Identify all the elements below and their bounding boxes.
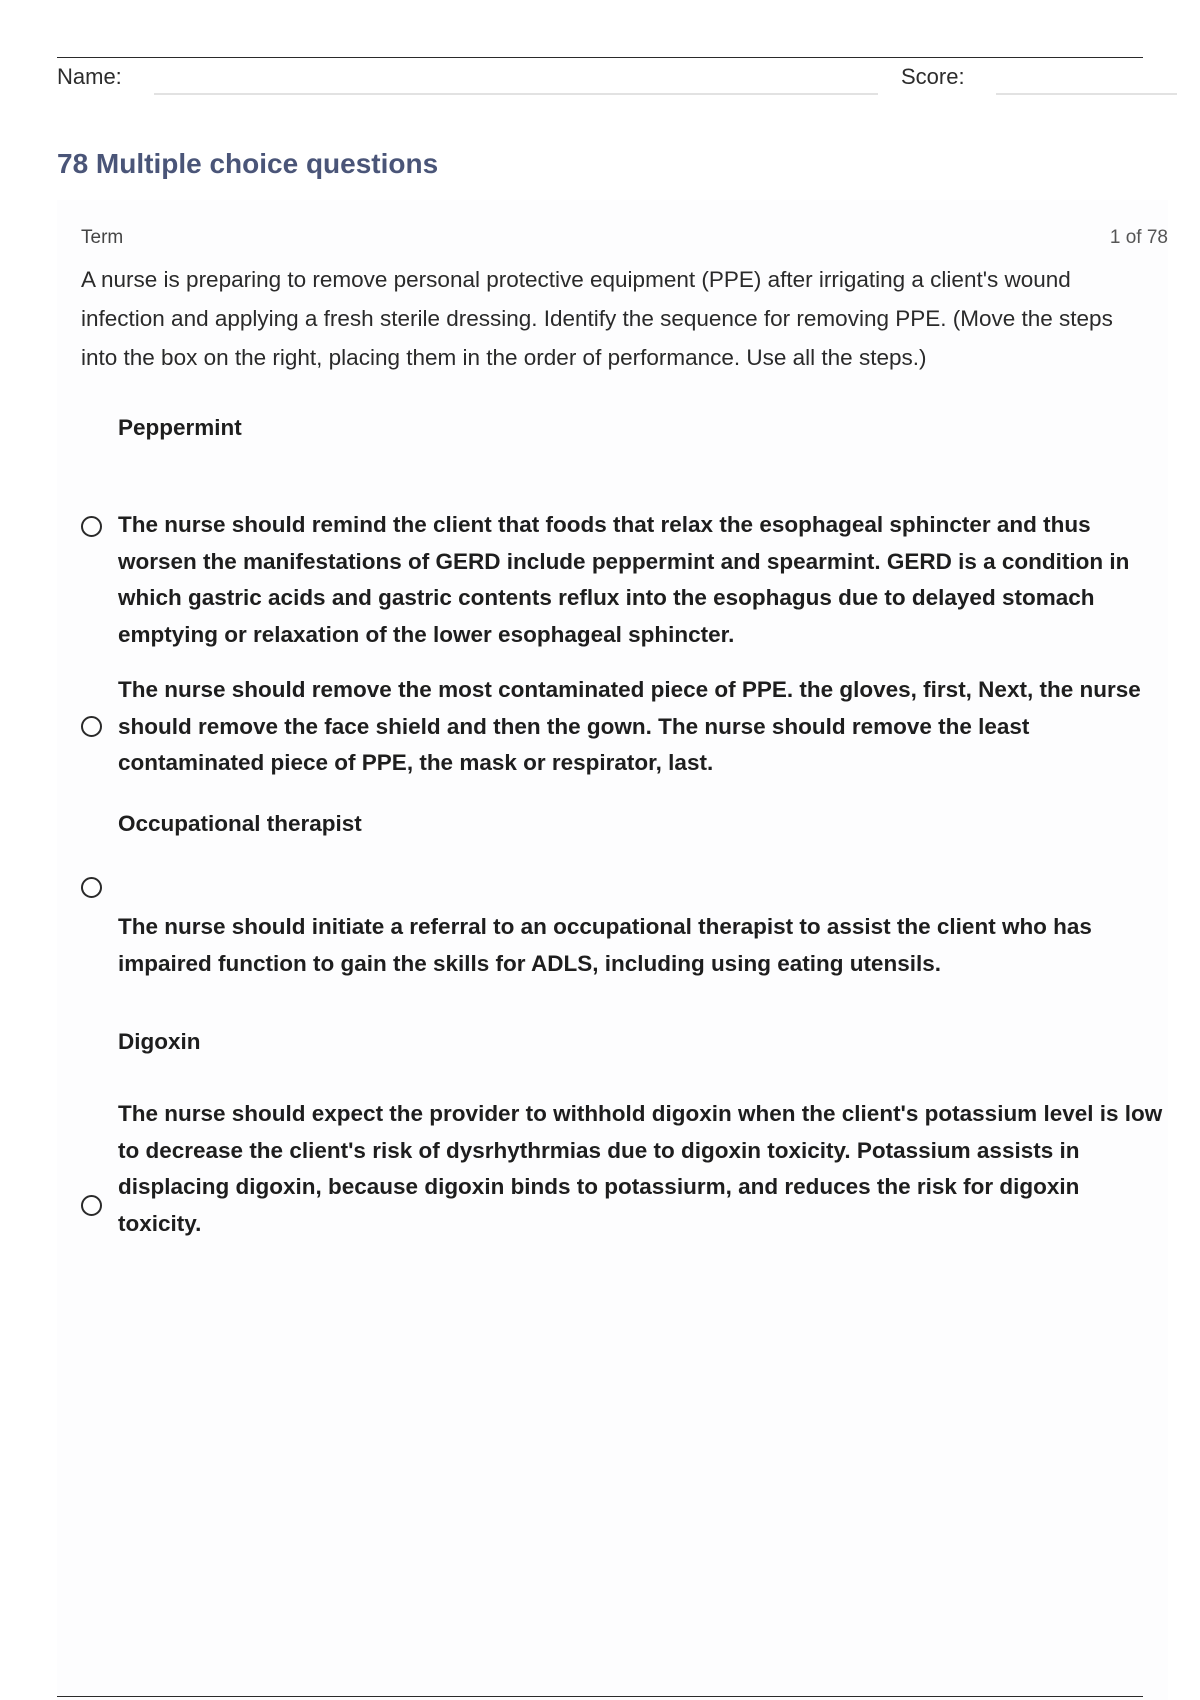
option-title: Digoxin	[118, 1029, 201, 1054]
radio-button[interactable]	[81, 1195, 102, 1216]
option-title: Occupational therapist	[118, 811, 362, 836]
radio-button[interactable]	[81, 877, 102, 898]
score-field[interactable]	[996, 93, 1177, 95]
question-text: A nurse is preparing to remove personal protective equipment (PPE) after irrigating a client's wound infection and applying a fresh sterile dressing. Identify the sequence for removing PPE. (Move the steps into the box on the right, placing them in the order of performance. Use all the steps.)	[81, 267, 1113, 370]
option-text: The nurse should remind the client that foods that relax the esophageal sphincter and thus worsen the manifestations of GERD include peppermint and spearmint. GERD is a condition in which gastric acids and gastric contents reflux into the esophagus due to delayed stomach emptying or relaxation of the lower esophageal sphincter.	[118, 512, 1130, 647]
score-label: Score:	[901, 64, 965, 89]
header-row	[57, 62, 1177, 96]
option-text: The nurse should expect the provider to withhold digoxin when the client's potassium level is low to decrease the client's risk of dysrhythrmias due to digoxin toxicity. Potassium assists in displacing digoxin, because digoxin binds to potassiurm, and reduces the risk for digoxin toxicity.	[118, 1101, 1163, 1236]
option-title: Peppermint	[118, 415, 242, 440]
top-rule	[57, 57, 1143, 58]
name-field[interactable]	[154, 93, 878, 95]
option-text: The nurse should remove the most contaminated piece of PPE. the gloves, first, Next, the nurse should remove the face shield and then the gown. The nurse should remove the least contaminated piece of PPE, the mask or respirator, last.	[118, 677, 1141, 775]
section-title: 78 Multiple choice questions	[57, 148, 439, 179]
radio-button[interactable]	[81, 716, 102, 737]
name-label: Name:	[57, 64, 122, 89]
option-text: The nurse should initiate a referral to an occupational therapist to assist the client who has impaired function to gain the skills for ADLS, including using eating utensils.	[118, 914, 1092, 976]
term-label: Term	[81, 227, 124, 248]
question-card	[57, 200, 1168, 1700]
question-counter: 1 of 78	[1109, 227, 1168, 248]
bottom-rule	[57, 1696, 1143, 1697]
radio-button[interactable]	[81, 516, 102, 537]
